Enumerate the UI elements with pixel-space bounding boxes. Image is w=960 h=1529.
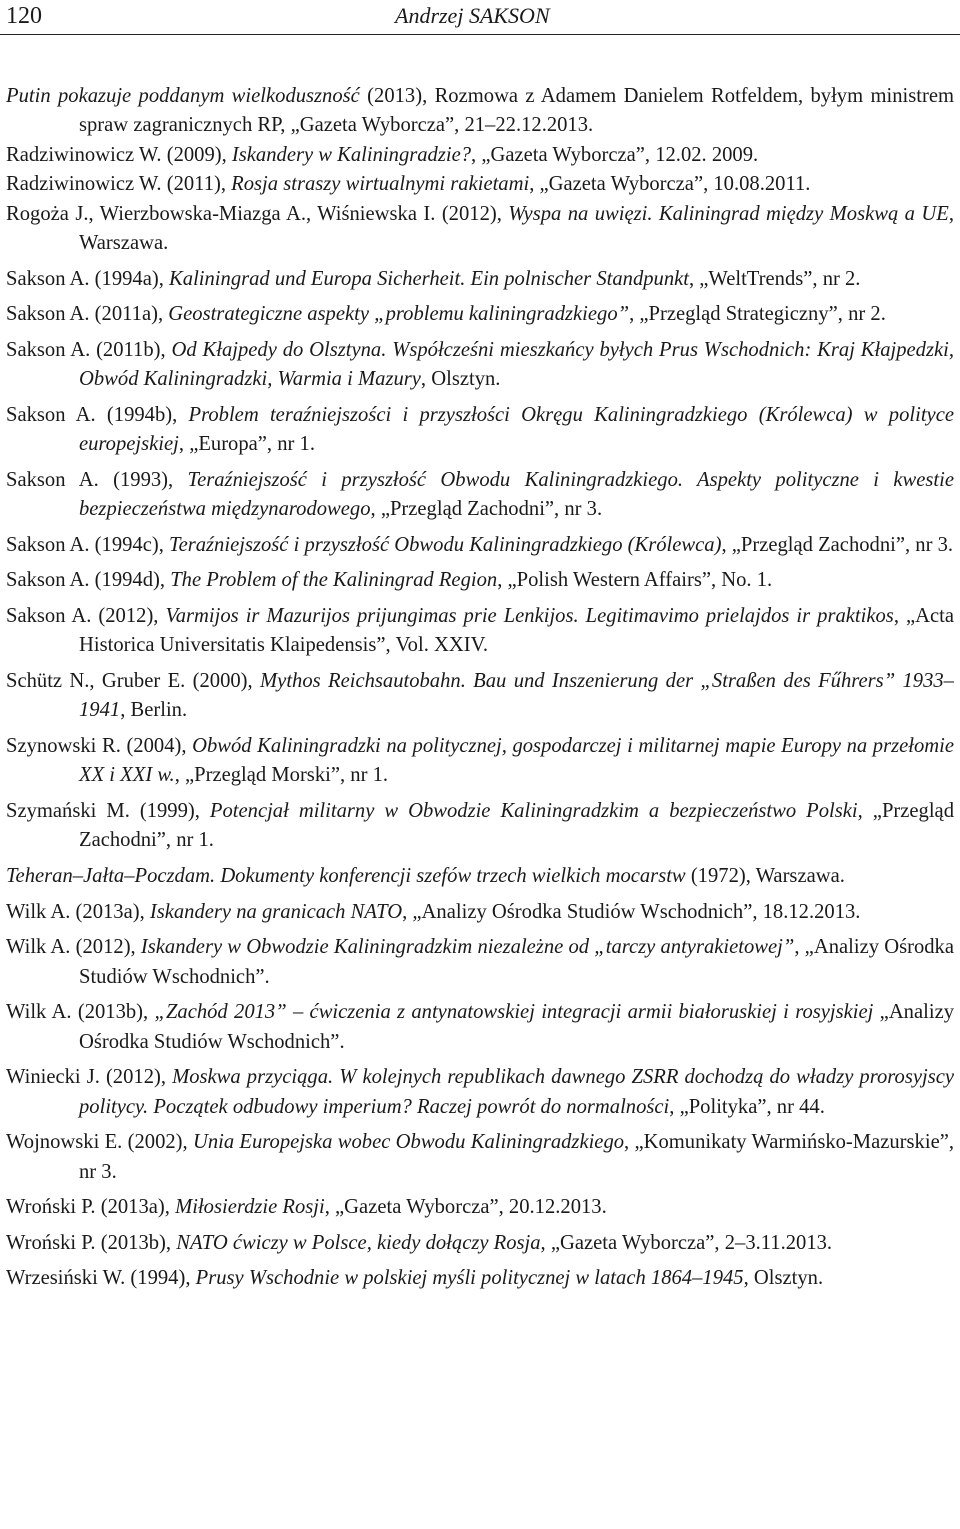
reference-title-text: Iskandery na granicach NATO xyxy=(149,900,403,923)
reference-entry xyxy=(6,265,954,294)
reference-text: Szymański M. (1999), xyxy=(6,800,210,822)
reference-text: Wilk A. (2012), xyxy=(6,936,141,959)
reference-entry xyxy=(6,1128,954,1187)
reference-text: , Berlin. xyxy=(120,699,188,722)
reference-text: Sakson A. (2011a), xyxy=(6,303,169,326)
reference-title-text: Mythos Reichsautobahn. Bau und Inszenierung der „Straßen des Fűhrers” 1933–1941 xyxy=(79,670,954,722)
reference-text: , Warszawa. xyxy=(79,202,954,255)
reference-title-text: Moskwa przyciąga. W kolejnych republikach dawnego ZSRR dochodzą do władzy prorosyjscy politycy. Początek odbudowy imperium? Raczej powrót do normalności xyxy=(79,1066,954,1118)
reference-text: Wojnowski E. (2002), xyxy=(6,1131,193,1154)
reference-title-text: Miłosierdzie Rosji xyxy=(175,1196,325,1219)
reference-text: Wrzesiński W. (1994), xyxy=(6,1267,196,1290)
reference-text: , „Acta Historica Universitatis Klaipedensis”, Vol. XXIV. xyxy=(79,605,954,657)
reference-entry xyxy=(6,933,954,992)
reference-text: , Olsztyn. xyxy=(420,368,501,391)
reference-text: , „Polish Western Affairs”, No. 1. xyxy=(497,569,773,592)
reference-text: Sakson A. (1994b), xyxy=(6,403,189,426)
reference-title-text: Obwód Kaliningradzki na politycznej, gospodarczej i militarnej mapie Europy na przełomie XX i XXI w. xyxy=(79,735,954,787)
reference-text: Sakson A. (1994c), xyxy=(6,533,170,556)
reference-text: , Olsztyn. xyxy=(743,1267,824,1290)
reference-text: Sakson A. (2011b), xyxy=(6,338,172,361)
reference-text: Sakson A. (1994a), xyxy=(6,267,170,290)
reference-text: , „Przegląd Strategiczny”, nr 2. xyxy=(629,303,886,326)
reference-entry xyxy=(6,602,954,661)
reference-entry xyxy=(6,566,954,595)
reference-text: Schütz N., Gruber E. (2000), xyxy=(6,670,261,692)
reference-text: Szynowski R. (2004), xyxy=(6,735,193,757)
reference-title-text: NATO ćwiczy w Polsce, kiedy dołączy Rosja xyxy=(176,1231,541,1254)
reference-text: , „Przegląd Zachodni”, nr 3. xyxy=(721,533,954,556)
reference-title-text: Kaliningrad und Europa Sicherheit. Ein polnischer Standpunkt xyxy=(169,267,689,290)
reference-title-text: Iskandery w Obwodzie Kaliningradzkim niezależne od „tarczy antyrakietowej” xyxy=(140,936,795,959)
reference-entry xyxy=(6,336,954,395)
reference-title-text: Prusy Wschodnie w polskiej myśli politycznej w latach 1864–1945 xyxy=(195,1267,744,1290)
page-header xyxy=(0,0,960,35)
reference-text: , „WeltTrends”, nr 2. xyxy=(689,267,861,290)
reference-entry xyxy=(6,797,954,856)
reference-text: Winiecki J. (2012), xyxy=(6,1066,173,1089)
reference-entry xyxy=(6,531,954,560)
reference-text: , „Polityka”, nr 44. xyxy=(669,1095,825,1118)
reference-entry xyxy=(6,998,954,1057)
reference-text: , „Przegląd Zachodni”, nr 1. xyxy=(79,800,954,852)
reference-text: , „Gazeta Wyborcza”, 20.12.2013. xyxy=(324,1196,607,1219)
reference-text: , „Przegląd Morski”, nr 1. xyxy=(174,764,389,787)
reference-entry xyxy=(6,200,954,259)
reference-title-text: Geostrategiczne aspekty „problemu kaliningradzkiego” xyxy=(168,303,630,326)
running-head: Andrzej SAKSON xyxy=(395,3,550,28)
reference-entry xyxy=(6,1193,954,1222)
reference-text: , „Komunikaty Warmińsko-Mazurskie”, nr 3. xyxy=(79,1131,954,1183)
reference-entry xyxy=(6,732,954,791)
reference-title-text: The Problem of the Kaliningrad Region xyxy=(170,569,498,592)
reference-title-text: Varmijos ir Mazurijos prijungimas prie Lenkijos. Legitimavimo prielajdos ir praktikos xyxy=(165,605,894,627)
reference-entry xyxy=(6,170,954,199)
reference-text: , „Gazeta Wyborcza”, 10.08.2011. xyxy=(529,173,811,196)
reference-title-text: Rosja straszy wirtualnymi rakietami xyxy=(231,173,530,196)
reference-title-text: Unia Europejska wobec Obwodu Kaliningradzkiego xyxy=(192,1131,625,1154)
reference-entry xyxy=(6,141,954,170)
reference-text: „Analizy Ośrodka Studiów Wschodnich”. xyxy=(79,1001,955,1053)
page-number: 120 xyxy=(6,3,42,29)
reference-text: , „Gazeta Wyborcza”, 12.02. 2009. xyxy=(471,143,759,166)
reference-text: , „Analizy Ośrodka Studiów Wschodnich”. xyxy=(79,936,954,988)
reference-entry xyxy=(6,1264,954,1293)
reference-entry xyxy=(6,401,954,460)
reference-text: Rogoża J., Wierzbowska-Miazga A., Wiśniewska I. (2012), xyxy=(6,202,509,225)
reference-text: Radziwinowicz W. (2009), xyxy=(6,143,232,166)
reference-text: Radziwinowicz W. (2011), xyxy=(6,173,232,196)
reference-entry xyxy=(6,667,954,726)
reference-text: Wroński P. (2013a), xyxy=(6,1196,176,1219)
reference-title-text: Iskandery w Kaliningradzie? xyxy=(231,143,472,166)
reference-entry xyxy=(6,1063,954,1122)
reference-title-text: Problem teraźniejszości i przyszłości Okręgu Kaliningradzkiego (Królewca) w polityce europejskiej xyxy=(79,403,954,456)
reference-text: , „Europa”, nr 1. xyxy=(178,433,315,456)
reference-title-text: Teraźniejszość i przyszłość Obwodu Kaliningradzkiego (Królewca) xyxy=(169,533,722,556)
reference-text: , „Gazeta Wyborcza”, 2–3.11.2013. xyxy=(540,1231,833,1254)
reference-entry xyxy=(6,1229,954,1258)
reference-entry xyxy=(6,82,954,141)
reference-title-text: Wyspa na uwięzi. Kaliningrad między Moskwą a UE xyxy=(508,202,949,225)
reference-entry xyxy=(6,898,954,927)
reference-title-text: Od Kłajpedy do Olsztyna. Współcześni mieszkańcy byłych Prus Wschodnich: Kraj Kłajpedzki, Obwód Kaliningradzki, Warmia i Mazury xyxy=(79,338,954,391)
reference-entry xyxy=(6,862,954,891)
reference-text: Wroński P. (2013b), xyxy=(6,1231,177,1254)
reference-entry xyxy=(6,466,954,525)
reference-text: (1972), Warszawa. xyxy=(685,865,845,887)
reference-text: Sakson A. (1993), xyxy=(6,468,188,491)
reference-entry xyxy=(6,300,954,329)
reference-text: , „Analizy Ośrodka Studiów Wschodnich”, 18.12.2013. xyxy=(402,900,861,923)
reference-title-text: Putin pokazuje poddanym wielkoduszność xyxy=(6,85,360,107)
reference-list xyxy=(6,82,954,1300)
reference-title-text: „Zachód 2013” – ćwiczenia z antynatowskiej integracji armii białoruskiej i rosyjskiej xyxy=(154,1001,874,1024)
reference-title-text: Potencjał militarny w Obwodzie Kaliningradzkim a bezpieczeństwo Polski xyxy=(209,800,858,822)
reference-text: (2013), Rozmowa z Adamem Danielem Rotfeldem, byłym ministrem spraw zagranicznych RP, „Gazeta Wyborcza”, 21–22.12.2013. xyxy=(79,85,954,137)
reference-text: Wilk A. (2013a), xyxy=(6,900,150,923)
reference-text: Wilk A. (2013b), xyxy=(6,1001,155,1024)
reference-title-text: Teraźniejszość i przyszłość Obwodu Kaliningradzkiego. Aspekty polityczne i kwestie bezpieczeństwa międzynarodowego xyxy=(79,468,954,521)
reference-text: Sakson A. (2012), xyxy=(6,605,166,627)
reference-title-text: Teheran–Jałta–Poczdam. Dokumenty konferencji szefów trzech wielkich mocarstw xyxy=(6,865,686,887)
reference-text: , „Przegląd Zachodni”, nr 3. xyxy=(370,498,603,521)
reference-text: Sakson A. (1994d), xyxy=(6,569,171,592)
